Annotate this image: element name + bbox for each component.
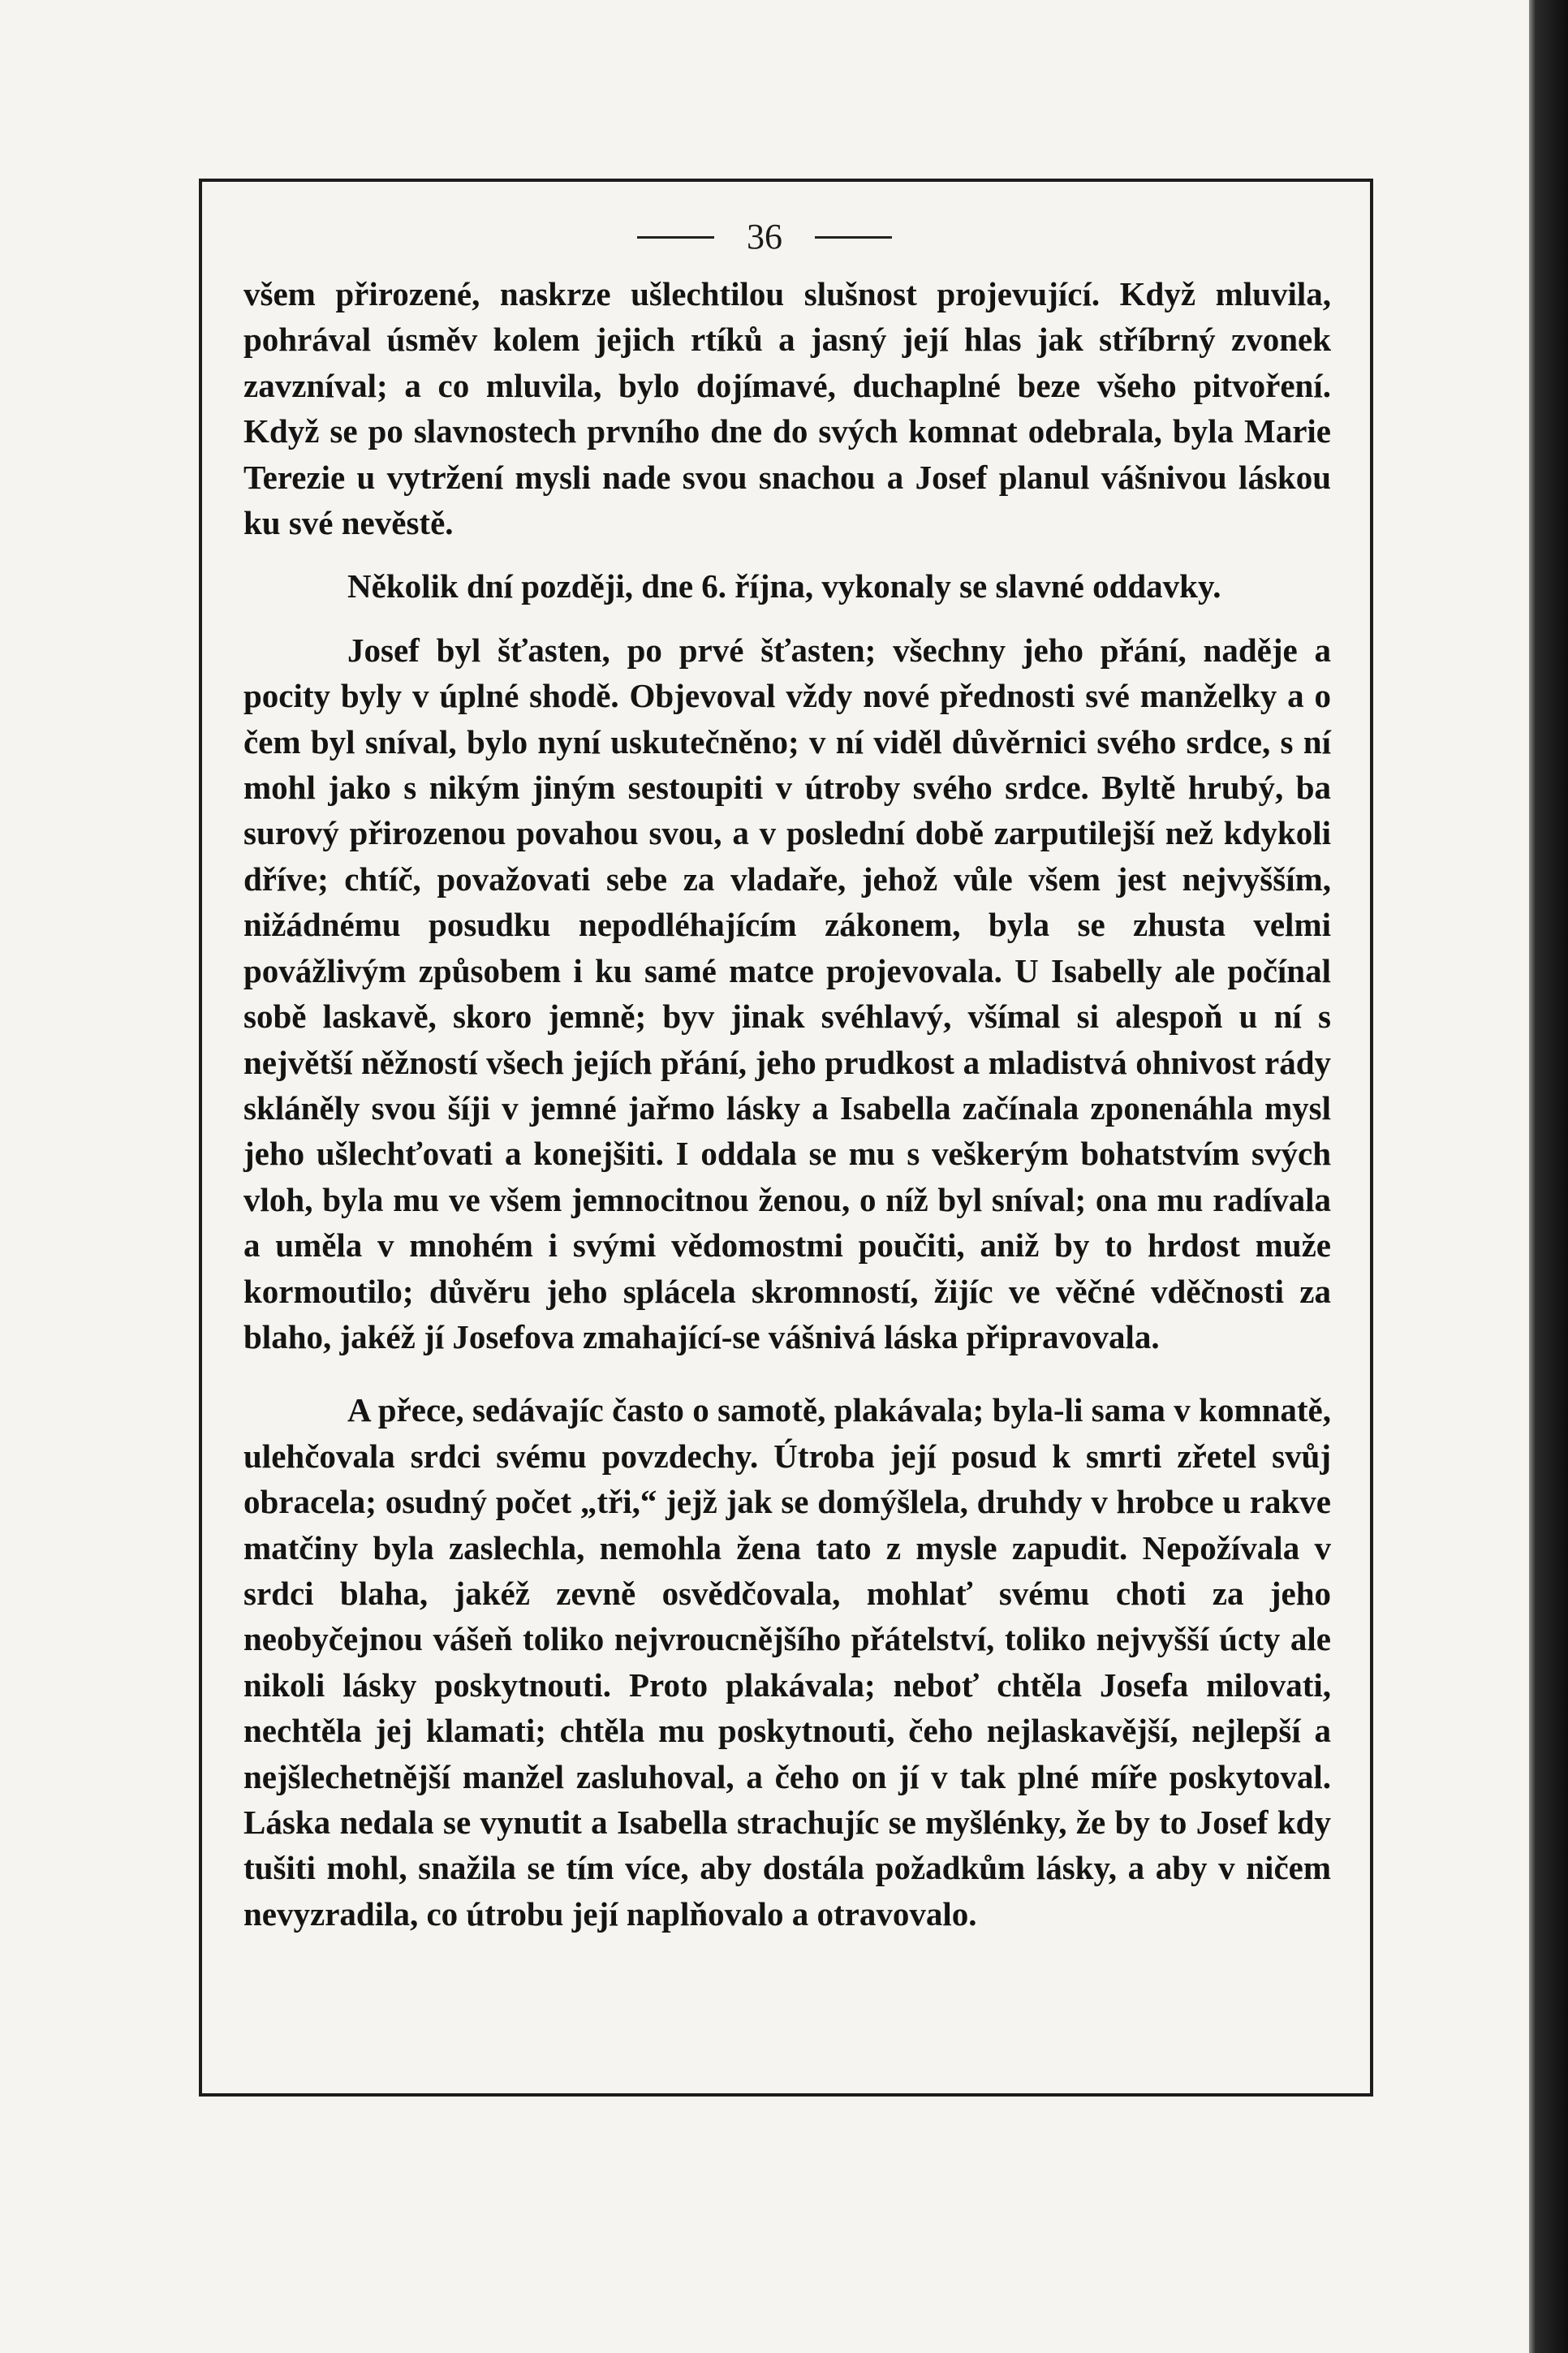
paragraph-continued: všem přirozené, naskrze ušlechtilou slušnost projevující. Když mluvila, pohrával úsměv kolem jejich rtíků a jasný její hlas jak stříbrný zvonek zavzníval; a co mluvila, bylo dojímavé, duchaplné beze všeho pitvoření. Když se po slavnostech prvního dne do svých komnat odebrala, byla Marie Terezie u vytržení mysli nade svou snachou a Josef planul vášnivou láskou ku své nevěstě. bbox=[243, 275, 1331, 542]
paragraph-josef-happy: Josef byl šťasten, po prvé šťasten; všechny jeho přání, naděje a pocity byly v úplné shodě. Objevoval vždy nové přednosti své manželky a o čem byl sníval, bylo nyní uskutečněno; v ní viděl důvěrnici svého srdce, s ní mohl jako s nikým jiným sestoupiti v útroby svého srdce. Byltě hrubý, ba surový přirozenou povahou svou, a v poslední době zarputilejší než kdykoli dříve; chtíč, považovati sebe za vladaře, jehož vůle všem jest nejvyšším, nižádnému posudku nepodléhajícím zákonem, byla se zhusta velmi povážlivým způsobem i ku samé matce projevovala. U Isabelly ale počínal sobě laskavě, skoro jemně; byv jinak svéhlavý, všímal si alespoň u ní s největší něžností všech jejích přání, jeho prudkost a mladistvá ohnivost rády skláněly svou šíji v jemné jařmo lásky a Isabella začínala zponenáhla mysl jeho ušlechťovati a konejšiti. I oddala se mu s veškerým bohatstvím svých vloh, byla mu ve všem jemnocitnou ženou, o níž byl sníval; ona mu radívala a uměla v mnohém i svými vědomostmi poučiti, aniž by to hrdost muže kormoutilo; důvěru jeho splácela skromností, žijíc ve věčné vděčnosti za blaho, jakéž jí Josefova zmahající-se vášnivá láska připravovala. bbox=[243, 631, 1331, 1355]
page-number: 36 bbox=[747, 217, 782, 256]
paragraph-wedding: Několik dní později, dne 6. října, vykonaly se slavné oddavky. bbox=[347, 567, 1221, 605]
page-header bbox=[0, 213, 1529, 261]
body-text bbox=[243, 271, 1331, 1937]
paragraph-isabella-sorrow: A přece, sedávajíc často o samotě, plakávala; byla-li sama v komnatě, ulehčovala srdci svému povzdechy. Útroba její posud k smrti zřetel svůj obracela; osudný počet „tři,“ jejž jak se domýšlela, druhdy v hrobce u rakve matčiny byla zaslechla, nemohla žena tato z mysle zapudit. Nepožívala v srdci blaha, jakéž zevně osvědčovala, mohlať svému choti za jeho neobyčejnou vášeň toliko nejvroucnějšího přátelství, toliko nejvyšší úcty ale nikoli lásky poskytnouti. Proto plakávala; neboť chtěla Josefa milovati, nechtěla jej klamati; chtěla mu poskytnouti, čeho nejlaskavější, nejlepší a nejšlechetnější manžel zasluhoval, a čeho on jí v tak plné míře poskytoval. Láska nedala se vynutit a Isabella strachujíc se myšlénky, že by to Josef kdy tušiti mohl, snažila se tím více, aby dostála požadkům lásky, a aby v ničem nevyzradila, co útrobu její naplňovalo a otravovalo. bbox=[243, 1391, 1331, 1933]
book-binding-edge bbox=[1529, 0, 1568, 2353]
header-rule-right bbox=[815, 236, 892, 239]
header-rule-left bbox=[637, 236, 714, 239]
